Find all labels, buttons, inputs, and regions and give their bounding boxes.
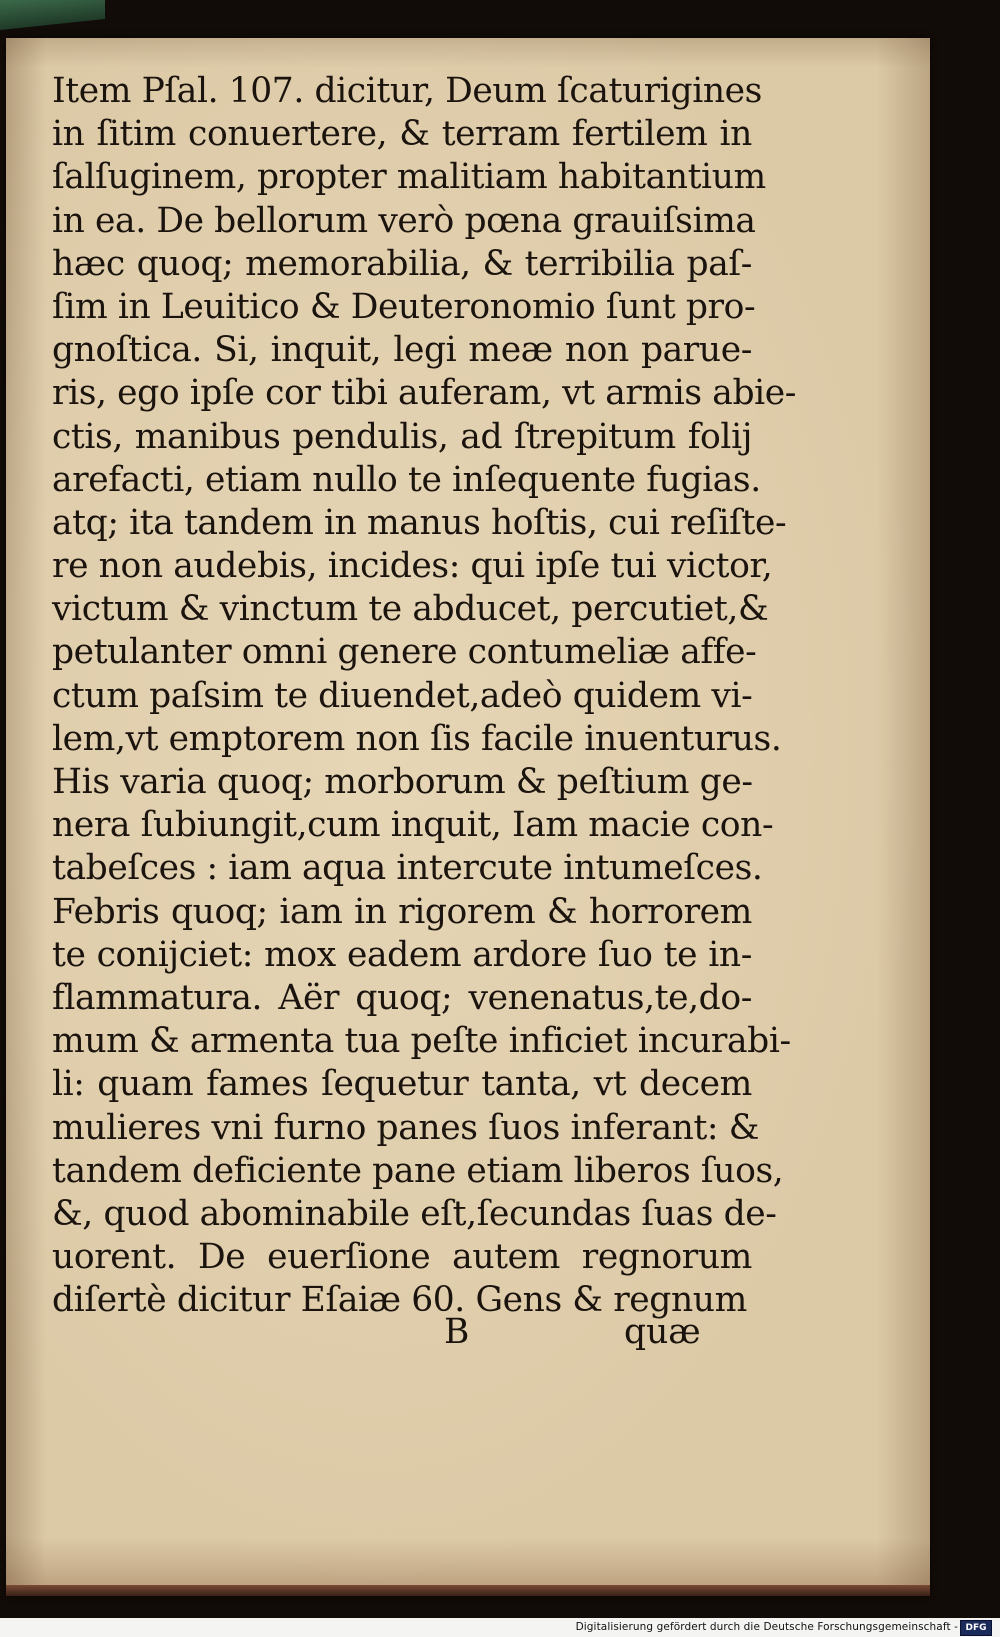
page-edge bbox=[6, 1585, 930, 1596]
text-line: tandem deficiente pane etiam liberos ſuos, bbox=[52, 1150, 784, 1191]
text-line: gnoſtica. Si, inquit, legi meæ non parue- bbox=[52, 330, 752, 371]
text-line: in ea. De bellorum verò pœna grauiſsima bbox=[52, 200, 756, 241]
text-line: ctum paſsim te diuendet,adeò quidem vi- bbox=[52, 675, 753, 716]
text-line: flammatura. Aër quoq; venenatus,te,do- bbox=[52, 977, 752, 1018]
text-line: hæc quoq; memorabilia, & terribilia paſ- bbox=[52, 243, 752, 284]
text-line: li: quam fames ſequetur tanta, vt decem bbox=[52, 1064, 752, 1105]
text-line: petulanter omni genere contumeliæ affe- bbox=[52, 632, 757, 673]
text-line: nera ſubiungit,cum inquit, Iam macie con- bbox=[52, 805, 774, 846]
text-line: ſalſuginem, propter malitiam habitantium bbox=[52, 157, 766, 198]
footer-credit: Digitalisierung gefördert durch die Deutsche Forschungsgemeinschaft - bbox=[575, 1621, 958, 1633]
text-line: atq; ita tandem in manus hoſtis, cui reſiſte- bbox=[52, 502, 787, 543]
text-line: Item Pſal. 107. dicitur, Deum ſcaturigines bbox=[52, 71, 762, 111]
text-line: tabeſces : iam aqua intercute intumeſces. bbox=[52, 848, 763, 889]
text-line: mum & armenta tua peſte inficiet incurabi- bbox=[52, 1021, 791, 1062]
text-line: lem,vt emptorem non ſis facile inuenturus. bbox=[52, 718, 782, 759]
text-line: ris, ego ipſe cor tibi auferam, vt armis abie- bbox=[52, 373, 797, 414]
text-line: Febris quoq; iam in rigorem & horrorem bbox=[52, 891, 752, 932]
text-line: arefacti, etiam nullo te inſequente fugias. bbox=[52, 459, 761, 500]
text-line: in ſitim conuertere, & terram fertilem in bbox=[52, 114, 752, 155]
text-line: uorent. De euerſione autem regnorum bbox=[52, 1237, 752, 1278]
text-line: &, quod abominabile eſt,ſecundas ſuas de- bbox=[52, 1193, 777, 1234]
dfg-logo: DFG bbox=[960, 1620, 992, 1636]
text-line: ſim in Leuitico & Deuteronomio ſunt pro- bbox=[52, 286, 756, 327]
signature-mark: B bbox=[444, 1312, 470, 1352]
text-line: ctis, manibus pendulis, ad ſtrepitum folij bbox=[52, 416, 752, 457]
text-line: diſertè dicitur Eſaiæ 60. Gens & regnum bbox=[52, 1280, 747, 1321]
page-text bbox=[52, 70, 797, 1322]
text-line: re non audebis, incides: qui ipſe tui victor, bbox=[52, 546, 773, 587]
text-line: victum & vinctum te abducet, percutiet,& bbox=[52, 589, 769, 630]
text-line: His varia quoq; morborum & peſtium ge- bbox=[52, 762, 753, 802]
text-line: mulieres vni furno panes ſuos inferant: & bbox=[52, 1107, 760, 1148]
text-line: te conijciet: mox eadem ardore ſuo te in- bbox=[52, 934, 752, 975]
catchword: quæ bbox=[624, 1312, 701, 1352]
